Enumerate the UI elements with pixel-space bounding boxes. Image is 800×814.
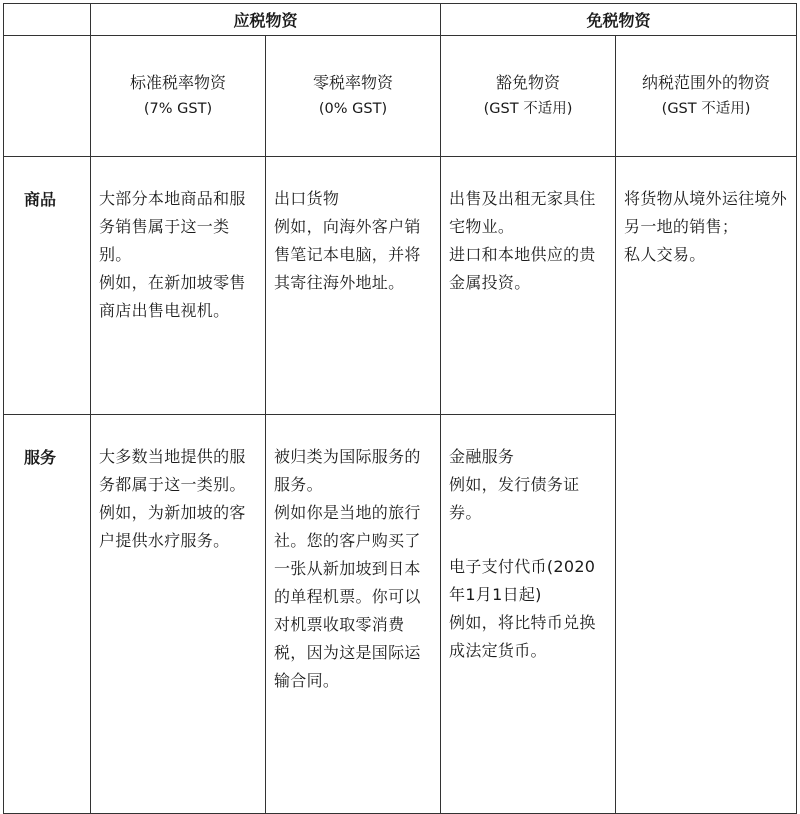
- out-of-scope-title: 纳税范围外的物资: [642, 73, 771, 92]
- services-zero-desc: 被归类为国际服务的服务。: [274, 447, 421, 494]
- out-of-scope-header: [616, 36, 797, 157]
- goods-zero-example: 例如，向海外客户销售笔记本电脑，并将其寄往海外地址。: [274, 217, 421, 292]
- zero-rated-note: (0% GST): [318, 101, 388, 117]
- services-exempt-example-2: 例如，将比特币兑换成法定货币。: [449, 613, 596, 660]
- exempt-title: 豁免物资: [496, 73, 561, 92]
- exempt-header: [441, 36, 616, 157]
- goods-zero-cell: [266, 157, 441, 415]
- goods-zero-desc: 出口货物: [274, 189, 340, 208]
- services-exempt-example-1: 例如，发行债务证券。: [449, 475, 580, 522]
- services-zero-example: 例如你是当地的旅行社。您的客户购买了一张从新加坡到日本的单程机票。你可以对机票收取零消费税，因为这是国际运输合同。: [274, 503, 421, 690]
- paragraph-gap: [449, 527, 607, 553]
- exempt-supplies-header: 免税物资: [441, 4, 797, 36]
- group-header-row: [4, 4, 797, 36]
- corner-cell: [4, 4, 91, 36]
- taxable-supplies-header: 应税物资: [91, 4, 441, 36]
- goods-standard-example: 例如，在新加坡零售商店出售电视机。: [99, 273, 246, 320]
- services-exempt-desc-1: 金融服务: [449, 447, 515, 466]
- outside-scope-item-1: 将货物从境外运往境外另一地的销售；: [624, 189, 788, 236]
- standard-rated-header: [91, 36, 266, 157]
- goods-label: 商品: [4, 157, 91, 415]
- goods-standard-cell: [91, 157, 266, 415]
- out-of-scope-note: (GST 不适用): [661, 101, 751, 117]
- services-label: 服务: [4, 415, 91, 814]
- standard-rated-note: (7% GST): [143, 101, 213, 117]
- goods-exempt-item-2: 进口和本地供应的贵金属投资。: [449, 245, 596, 292]
- zero-rated-title: 零税率物资: [313, 73, 394, 92]
- exempt-note: (GST 不适用): [483, 101, 573, 117]
- standard-rated-title: 标准税率物资: [129, 73, 226, 92]
- goods-row: [4, 157, 797, 415]
- goods-exempt-item-1: 出售及出租无家具住宅物业。: [449, 189, 596, 236]
- column-header-row: [4, 36, 797, 157]
- services-standard-example: 例如，为新加坡的客户提供水疗服务。: [99, 503, 246, 550]
- services-standard-desc: 大多数当地提供的服务都属于这一类别。: [99, 447, 246, 494]
- outside-scope-cell: [616, 157, 797, 814]
- goods-exempt-cell: [441, 157, 616, 415]
- services-exempt-desc-2: 电子支付代币(2020年1月1日起): [449, 557, 596, 604]
- goods-standard-desc: 大部分本地商品和服务销售属于这一类别。: [99, 189, 246, 264]
- outside-scope-item-2: 私人交易。: [624, 245, 706, 264]
- zero-rated-header: [266, 36, 441, 157]
- gst-classification-table: [3, 3, 797, 814]
- corner-cell-2: [4, 36, 91, 157]
